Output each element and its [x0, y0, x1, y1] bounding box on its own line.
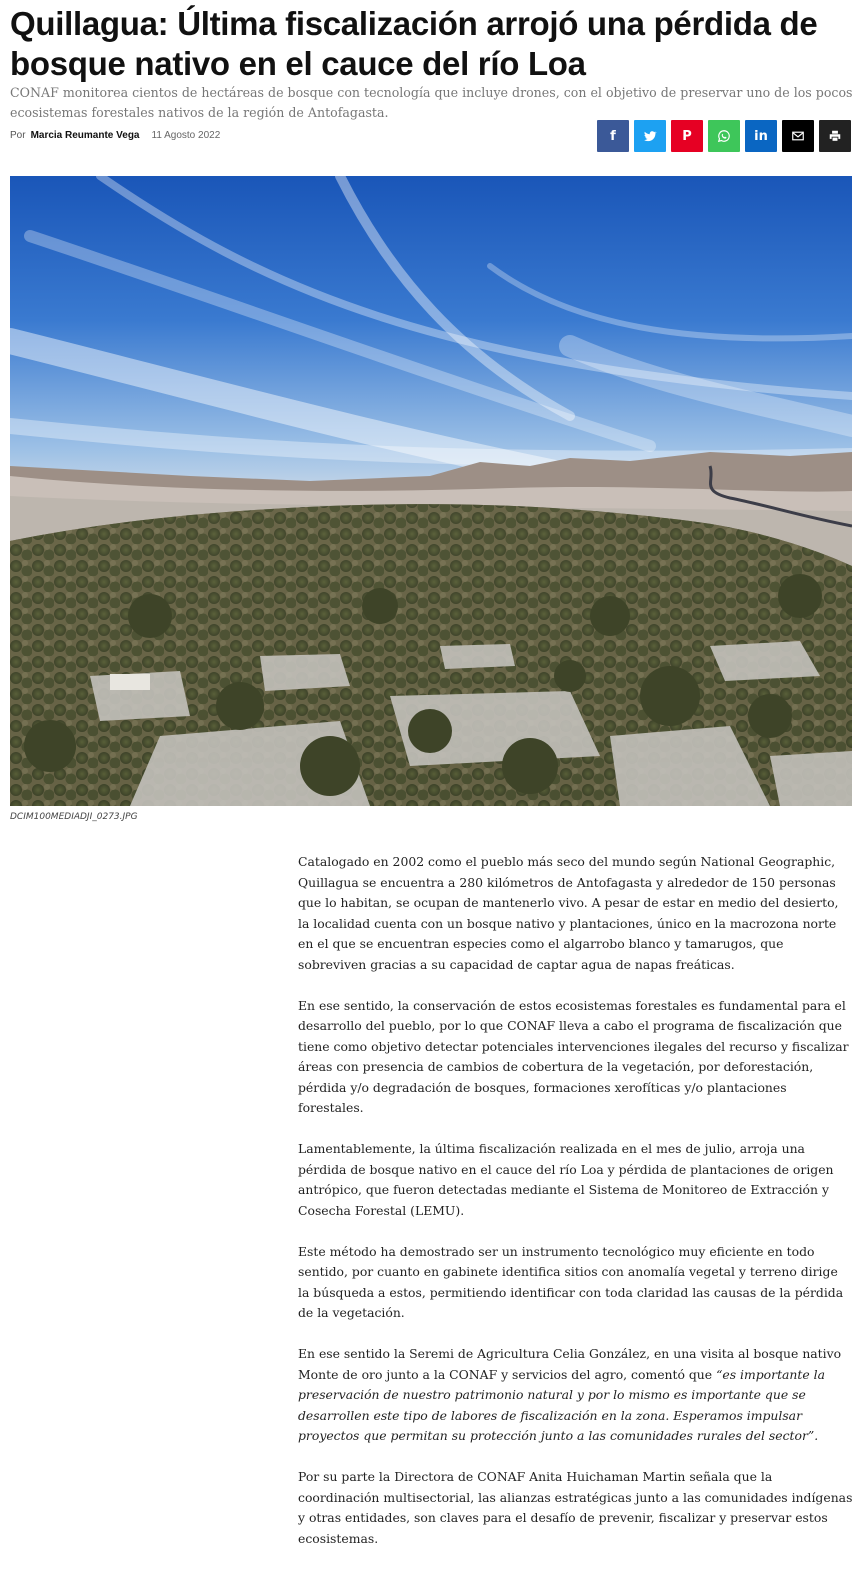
share-linkedin-button[interactable]	[745, 120, 777, 152]
hero-image	[10, 176, 852, 806]
byline-prefix: Por	[10, 130, 26, 141]
linkedin-icon: in	[754, 128, 768, 144]
share-bar	[592, 120, 851, 152]
author-link[interactable]: Marcia Reumante Vega	[30, 130, 140, 141]
article-paragraph: Por su parte la Directora de CONAF Anita Huichaman Martin señala que la coordinación multisectorial, las alianzas estratégicas junto a las comunidades indígenas y otras entidades, son claves para el desafío de prevenir, fiscalizar y preservar estos ecosistemas.	[298, 1469, 853, 1546]
share-whatsapp-button[interactable]	[708, 120, 740, 152]
article-paragraph: En ese sentido, la conservación de estos ecosistemas forestales es fundamental para el desarrollo del pueblo, por lo que CONAF lleva a cabo el programa de fiscalización que tiene como objetivo detectar potenciales intervenciones ilegales del recurso y fiscalizar áreas con presencia de cambios de cobertura de la vegetación, por deforestación, pérdida y/o degradación de bosques, formaciones xerofíticas y/o plantaciones forestales.	[298, 997, 849, 1115]
email-icon	[791, 129, 805, 143]
article-body	[298, 852, 853, 1570]
seremi-quote: “es importante la preservación de nuestro patrimonio natural y por lo mismo es importante que se desarrollen este tipo de labores de fiscalización en la zona. Esperamos impulsar proyectos que permitan su protección junto a las comunidades rurales del sector”.	[298, 1366, 826, 1443]
publish-date: 11 Agosto 2022	[151, 130, 221, 141]
paragraph-text: En ese sentido la Seremi de Agricultura Celia González, en una visita al bosque nativo Monte de oro junto a la CONAF y servicios del agro, comentó que	[298, 1346, 842, 1382]
article-title: Quillagua: Última fiscalización arrojó una pérdida de bosque nativo en el cauce del río Loa	[10, 5, 818, 82]
print-icon	[828, 129, 842, 143]
twitter-icon	[643, 129, 657, 143]
facebook-icon: f	[610, 128, 616, 144]
whatsapp-icon	[717, 129, 731, 143]
article-subtitle: CONAF monitorea cientos de hectáreas de bosque con tecnología que incluye drones, con el objetivo de preservar uno de los pocos ecosistemas forestales nativos de la región de Antofagasta.	[10, 85, 853, 120]
image-caption: DCIM100MEDIADJI_0273.JPG	[10, 812, 138, 822]
aerial-photo-desert-forest	[10, 176, 852, 806]
share-print-button[interactable]	[819, 120, 851, 152]
article-paragraph: Este método ha demostrado ser un instrumento tecnológico muy eficiente en todo sentido, por cuanto en gabinete identifica sitios con anomalía vegetal y terreno dirige la búsqueda a estos, permitiendo identificar con toda claridad las causas de la pérdida de la vegetación.	[298, 1243, 844, 1320]
share-facebook-button[interactable]	[597, 120, 629, 152]
share-email-button[interactable]	[782, 120, 814, 152]
pinterest-icon: P	[682, 128, 692, 144]
share-twitter-button[interactable]	[634, 120, 666, 152]
share-pinterest-button[interactable]	[671, 120, 703, 152]
article-paragraph: Catalogado en 2002 como el pueblo más seco del mundo según National Geographic, Quillagua se encuentra a 280 kilómetros de Antofagasta y alrededor de 150 personas que lo habitan, se ocupan de mantenerlo vivo. A pesar de estar en medio del desierto, la localidad cuenta con un bosque nativo y plantaciones, único en la macrozona norte en el que se encuentran especies como el algarrobo blanco y tamarugos, que sobreviven gracias a su capacidad de captar agua de napas freáticas.	[298, 854, 839, 972]
article-paragraph	[298, 1344, 853, 1447]
article-paragraph: Lamentablemente, la última fiscalización realizada en el mes de julio, arroja una pérdida de bosque nativo en el cauce del río Loa y pérdida de plantaciones de origen antrópico, que fueron detectadas mediante el Sistema de Monitoreo de Extracción y Cosecha Forestal (LEMU).	[298, 1141, 834, 1218]
byline	[10, 130, 220, 141]
